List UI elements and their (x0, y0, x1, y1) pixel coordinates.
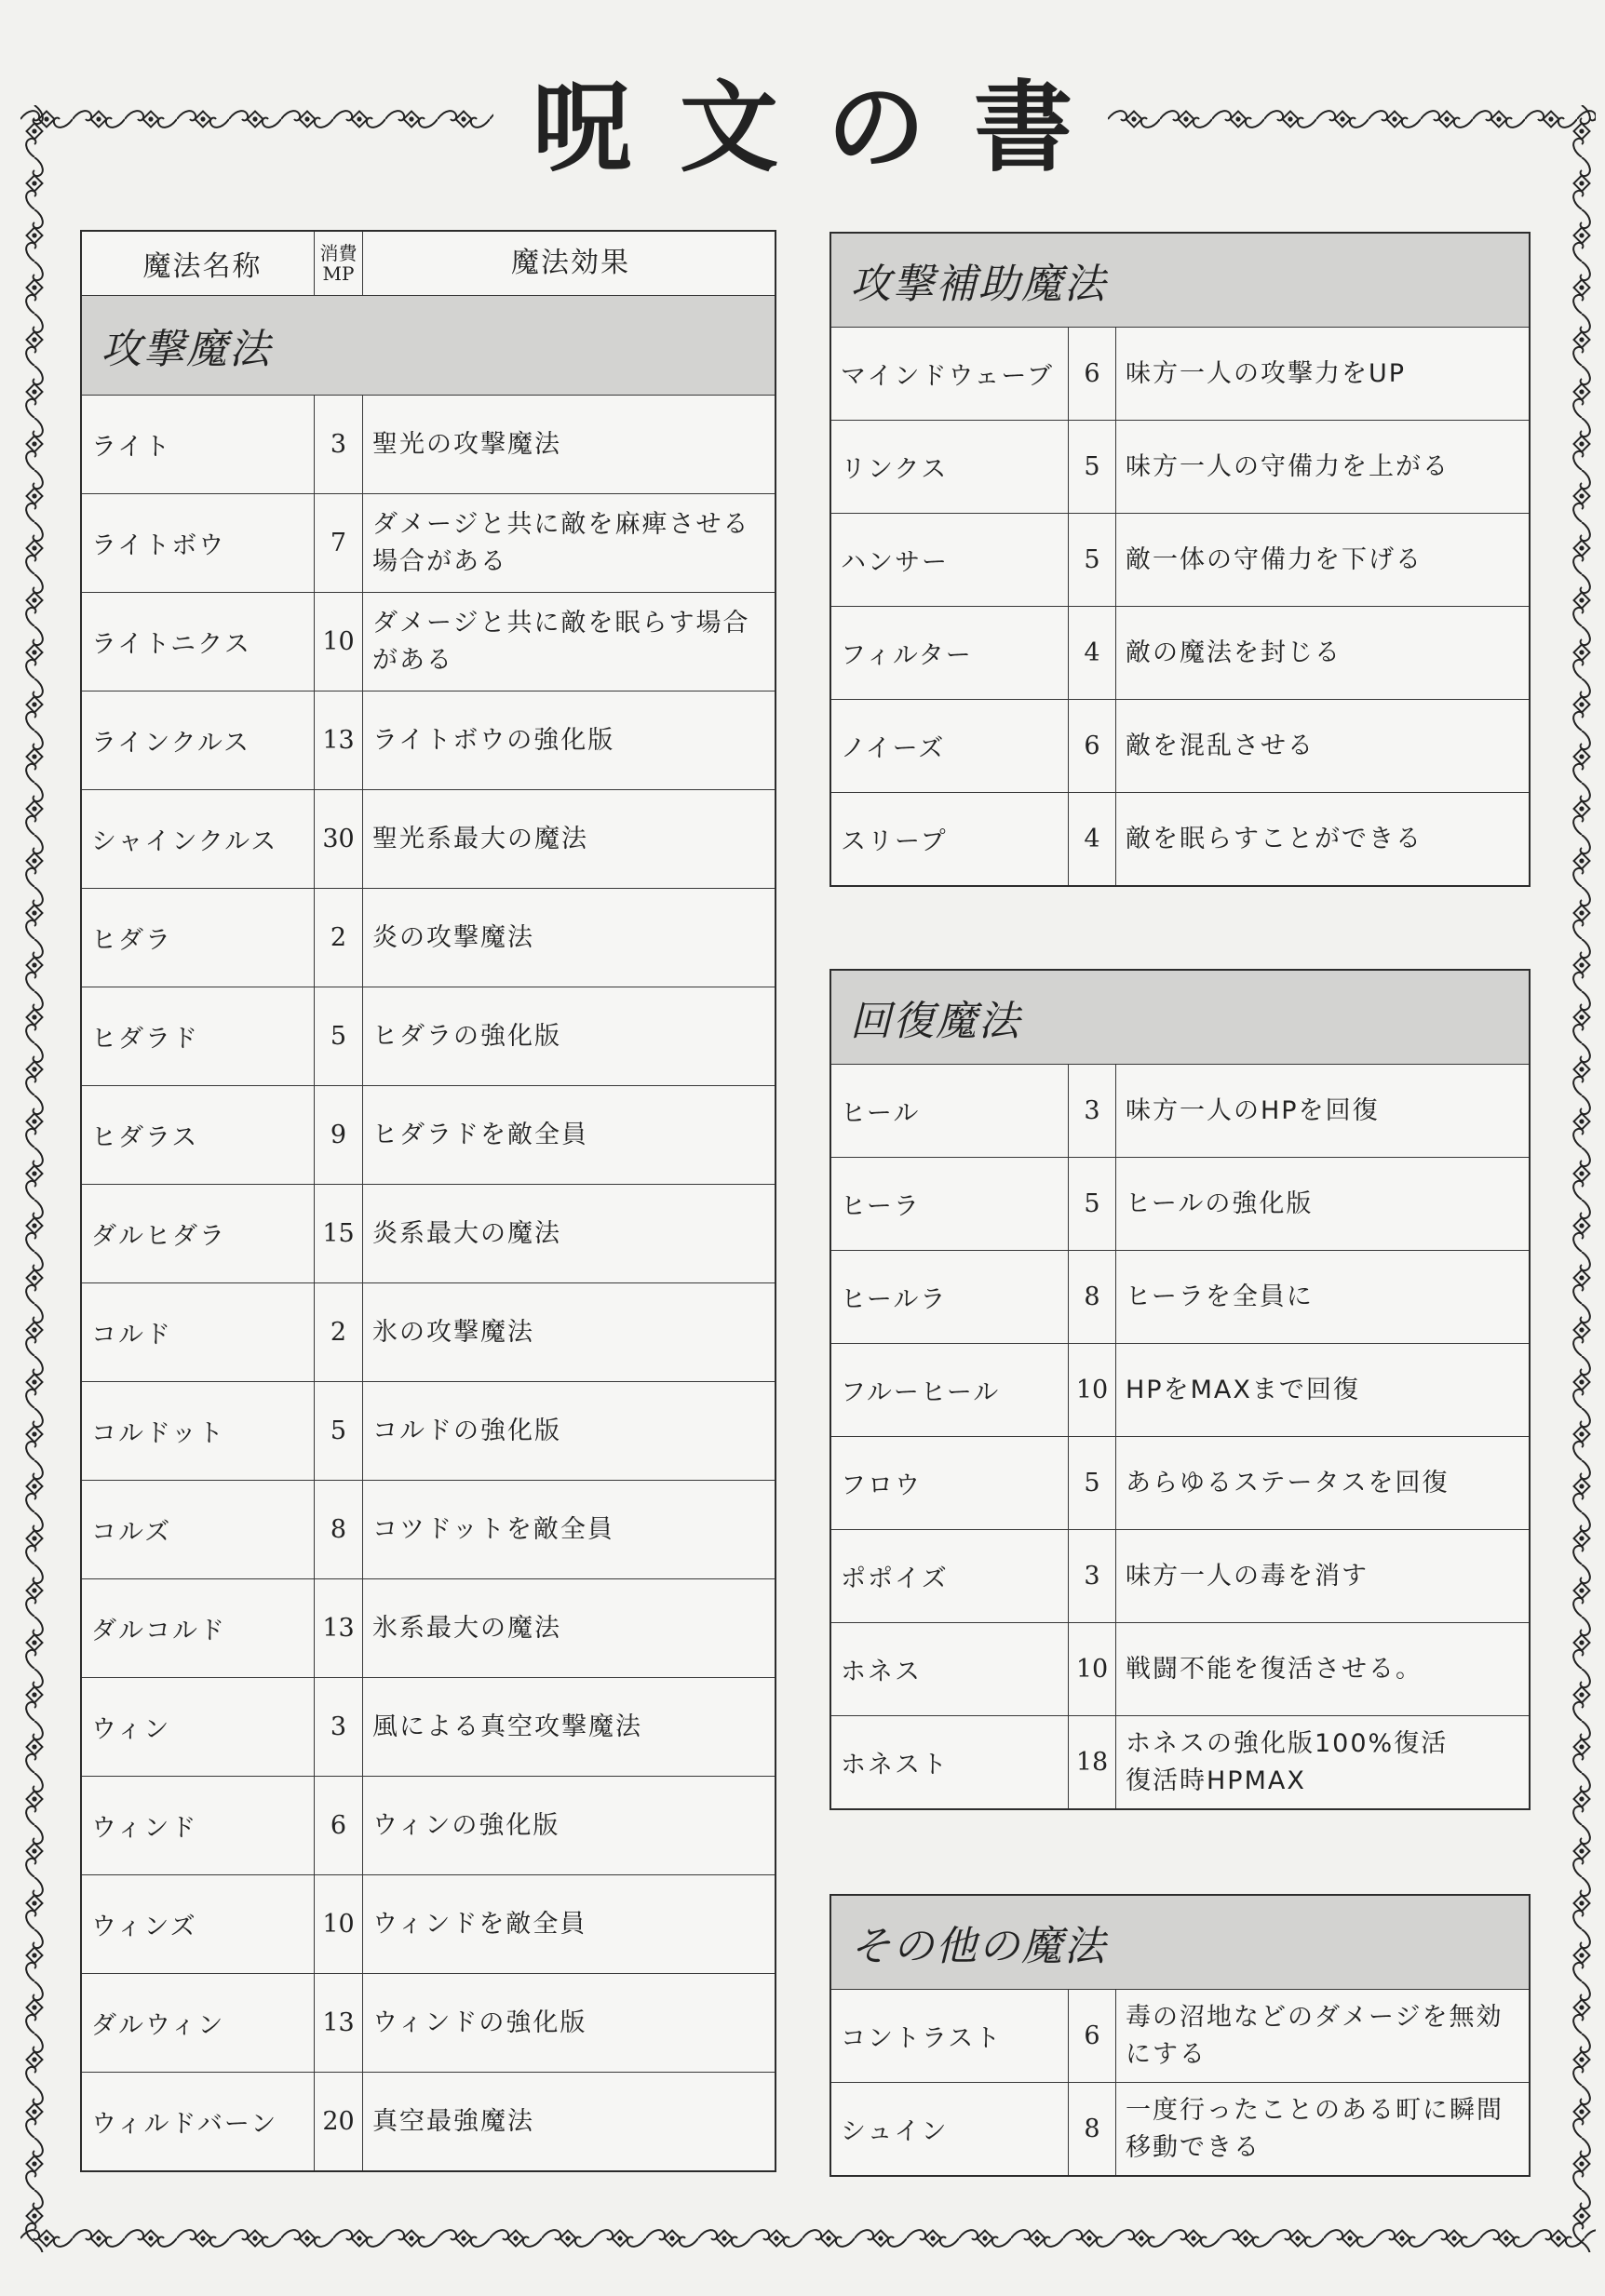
spell-name: ウィルドバーン (91, 2110, 278, 2139)
mp-cost: 5 (1068, 421, 1116, 513)
spell-name: ダルウィン (91, 2011, 225, 2040)
mp-cost: 6 (1068, 328, 1116, 420)
mp-cost: 6 (1068, 1990, 1116, 2082)
spell-effect: 聖光の攻撃魔法 (372, 429, 561, 459)
spell-effect: 味方一人の守備力を上がる (1126, 451, 1450, 481)
spell-name: ヒダラド (91, 1025, 199, 1054)
spell-row (82, 1184, 775, 1282)
spell-row (831, 606, 1529, 699)
mp-cost: 5 (1068, 514, 1116, 606)
spell-row (82, 1578, 775, 1677)
spell-name: ポポイズ (841, 1564, 949, 1593)
spell-row (831, 1989, 1529, 2082)
spell-row (831, 1529, 1529, 1622)
spell-row (82, 493, 775, 592)
border-bottom (20, 2224, 1596, 2252)
spell-effect: ウィンの強化版 (372, 1810, 560, 1840)
mp-cost: 6 (314, 1777, 363, 1874)
mp-cost: 4 (1068, 607, 1116, 699)
mp-cost: 9 (314, 1086, 363, 1184)
spell-effect: 敵を混乱させる (1126, 731, 1315, 760)
spell-name: ノイーズ (841, 734, 946, 763)
spell-effect: 敵を眠らすことができる (1126, 824, 1423, 853)
mp-cost: 10 (1068, 1344, 1116, 1436)
spell-name: シャインクルス (91, 827, 278, 856)
spell-effect: ダメージと共に敵を麻痺させる 場合がある (372, 509, 750, 576)
spell-name: スリープ (841, 827, 948, 856)
spell-effect: ウィンドを敵全員 (372, 1909, 587, 1939)
spell-effect: ライトボウの強化版 (372, 725, 615, 755)
mp-cost: 3 (1068, 1065, 1116, 1157)
spell-name: ヒールラ (841, 1285, 948, 1314)
spell-effect: コルドの強化版 (372, 1416, 561, 1445)
mp-cost: 13 (314, 1974, 363, 2072)
spell-name: ライトボウ (91, 531, 226, 560)
mp-cost: 8 (1068, 1251, 1116, 1343)
page-title: 呪文の書 (533, 69, 1121, 185)
mp-cost: 8 (314, 1481, 363, 1578)
spell-name: ウィンド (91, 1814, 198, 1843)
spell-name: ホネス (841, 1658, 922, 1686)
spell-row (82, 987, 775, 1085)
header-mp-bottom: MP (322, 262, 355, 285)
spell-row (82, 1973, 775, 2072)
spell-row (831, 699, 1529, 792)
support-spell-table (829, 232, 1531, 887)
spell-name: コントラスト (841, 2024, 1003, 2053)
mp-cost: 7 (314, 494, 363, 592)
mp-cost: 3 (1068, 1530, 1116, 1622)
border-right (1568, 105, 1596, 2252)
spell-row (831, 1250, 1529, 1343)
mp-cost: 30 (314, 790, 363, 888)
spell-row (82, 395, 775, 493)
spell-name: ダルヒダラ (91, 1222, 226, 1251)
spell-row (82, 592, 775, 691)
spell-effect: ダメージと共に敵を眠らす場合 がある (372, 608, 750, 675)
spell-effect: ホネスの強化版100%復活 復活時HPMAX (1126, 1728, 1449, 1795)
column-header-row (82, 232, 775, 295)
spell-row (82, 1381, 775, 1480)
spell-effect: あらゆるステータスを回復 (1126, 1468, 1450, 1497)
mp-cost: 2 (314, 889, 363, 987)
mp-cost: 10 (314, 1875, 363, 1973)
spell-effect: ヒーラを全員に (1126, 1282, 1314, 1311)
spell-effect: 味方一人の毒を消す (1126, 1561, 1369, 1591)
mp-cost: 13 (314, 691, 363, 789)
section-title-attack: 攻撃魔法 (82, 295, 775, 395)
spell-row (82, 888, 775, 987)
spell-row (831, 1064, 1529, 1157)
border-left (20, 105, 48, 2252)
spell-name: ヒーラ (841, 1192, 921, 1221)
spell-name: シュイン (841, 2117, 949, 2146)
spell-name: コルズ (91, 1518, 172, 1547)
mp-cost: 5 (1068, 1158, 1116, 1250)
spell-effect: 氷の攻撃魔法 (372, 1317, 534, 1347)
mp-cost: 8 (1068, 2083, 1116, 2175)
spell-name: ハンサー (841, 548, 949, 577)
spell-row (831, 1157, 1529, 1250)
spell-effect: ヒダラの強化版 (372, 1021, 561, 1051)
spell-row (82, 1874, 775, 1973)
spell-name: リンクス (841, 455, 949, 484)
spell-effect: 炎系最大の魔法 (372, 1218, 561, 1248)
mp-cost: 20 (314, 2073, 363, 2170)
spell-row (831, 513, 1529, 606)
mp-cost: 2 (314, 1283, 363, 1381)
spell-row (82, 691, 775, 789)
spell-row (831, 1343, 1529, 1436)
spell-effect: 氷系最大の魔法 (372, 1613, 561, 1643)
spell-name: フルーヒール (841, 1378, 1001, 1407)
spell-name: ライト (91, 433, 172, 462)
mp-cost: 3 (314, 396, 363, 493)
spell-name: フィルター (841, 641, 973, 670)
spell-effect: ヒールの強化版 (1126, 1188, 1314, 1218)
header-spell-effect: 魔法効果 (511, 247, 630, 279)
spell-row (82, 1677, 775, 1776)
header-mp-top: 消費 (319, 242, 357, 264)
spell-effect: 味方一人の攻撃力をUP (1126, 358, 1407, 388)
spell-effect: 炎の攻撃魔法 (372, 922, 534, 952)
mp-cost: 18 (1068, 1716, 1116, 1808)
spell-row (82, 1085, 775, 1184)
spell-row (82, 789, 775, 888)
spell-effect: 風による真空攻撃魔法 (372, 1712, 642, 1741)
spell-effect: 戦闘不能を復活させる。 (1126, 1654, 1423, 1684)
spell-row (82, 1282, 775, 1381)
spell-row (831, 420, 1529, 513)
spell-name: ヒール (841, 1099, 921, 1128)
header-mp-cost (314, 232, 363, 295)
spell-effect: コツドットを敵全員 (372, 1514, 614, 1544)
spell-effect: HPをMAXまで回復 (1126, 1375, 1360, 1404)
spell-name: フロウ (841, 1471, 922, 1500)
spell-effect: ヒダラドを敵全員 (372, 1120, 588, 1149)
spell-row (831, 1622, 1529, 1715)
spell-effect: 敵一体の守備力を下げる (1126, 544, 1423, 574)
spell-row (831, 2082, 1529, 2175)
heal-spell-table (829, 969, 1531, 1810)
section-title-heal: 回復魔法 (831, 971, 1529, 1064)
spell-row (831, 1436, 1529, 1529)
spell-name: ラインクルス (91, 729, 251, 758)
spell-effect: 聖光系最大の魔法 (372, 824, 588, 853)
spell-name: ダルコルド (91, 1617, 226, 1645)
attack-spell-table (80, 230, 776, 2172)
spell-name: ホネスト (841, 1751, 949, 1779)
other-spell-table (829, 1894, 1531, 2177)
spell-name: ヒダラス (91, 1123, 199, 1152)
section-title-support: 攻撃補助魔法 (831, 234, 1529, 327)
mp-cost: 10 (314, 593, 363, 691)
spell-effect: ウィンドの強化版 (372, 2007, 587, 2037)
mp-cost: 4 (1068, 793, 1116, 885)
mp-cost: 15 (314, 1185, 363, 1282)
mp-cost: 6 (1068, 700, 1116, 792)
spell-name: コルドット (91, 1419, 225, 1448)
spell-row (82, 1480, 775, 1578)
spell-row (831, 792, 1529, 885)
spell-effect: 敵の魔法を封じる (1126, 638, 1342, 667)
spell-row (82, 1776, 775, 1874)
spell-name: マインドウェーブ (841, 362, 1055, 391)
spell-row (831, 327, 1529, 420)
spell-row (82, 2072, 775, 2170)
spell-name: ライトニクス (91, 630, 251, 659)
spell-row (831, 1715, 1529, 1808)
spell-effect: 味方一人のHPを回復 (1126, 1095, 1380, 1125)
spell-effect: 真空最強魔法 (372, 2106, 534, 2136)
spell-name: ウィンズ (91, 1913, 197, 1941)
mp-cost: 10 (1068, 1623, 1116, 1715)
spell-name: コルド (91, 1321, 172, 1349)
spell-effect: 一度行ったことのある町に瞬間 移動できる (1126, 2095, 1504, 2162)
header-spell-name: 魔法名称 (142, 250, 263, 283)
mp-cost: 3 (314, 1678, 363, 1776)
spell-effect: 毒の沼地などのダメージを無効 にする (1126, 2002, 1504, 2069)
mp-cost: 5 (1068, 1437, 1116, 1529)
spell-name: ヒダラ (91, 926, 172, 955)
mp-cost: 5 (314, 987, 363, 1085)
mp-cost: 5 (314, 1382, 363, 1480)
mp-cost: 13 (314, 1579, 363, 1677)
section-title-other: その他の魔法 (831, 1896, 1529, 1989)
spell-name: ウィン (91, 1715, 171, 1744)
